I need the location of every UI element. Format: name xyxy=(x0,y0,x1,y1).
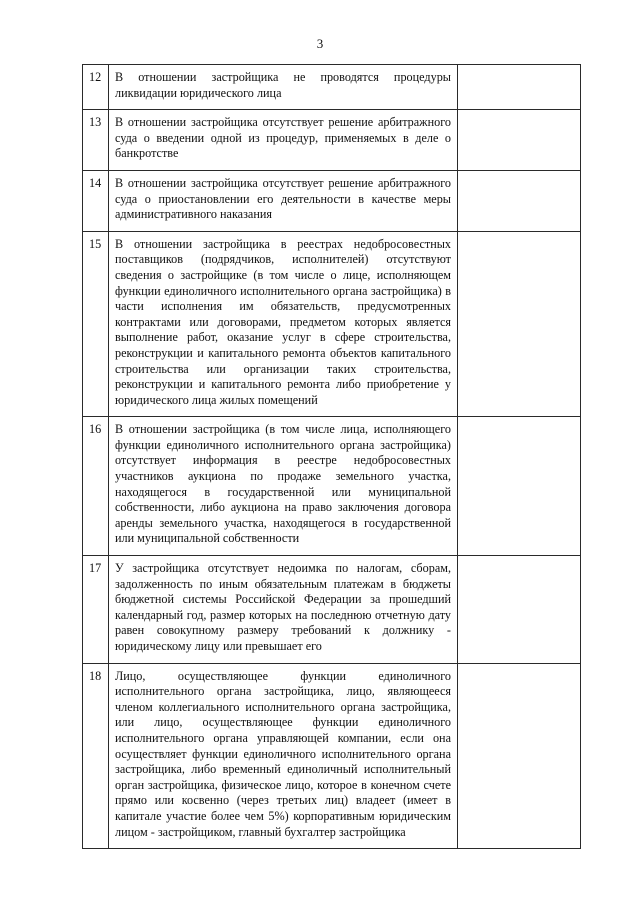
requirement-text: В отношении застройщика (в том числе лица, исполняющего функции единоличного исполнительного органа застройщика) отсутствует информация в реестре недобросовестных участников аукциона по продаже земельного участка, находящегося в государственной или муниципальной собственности, либо аукциона на право заключения договора аренды земельного участка, находящегося в государственной или муниципальной собственности xyxy=(109,417,458,556)
row-number: 18 xyxy=(83,663,109,849)
compliance-cell xyxy=(458,417,581,556)
row-number: 13 xyxy=(83,110,109,171)
table-row xyxy=(83,231,581,417)
requirements-table xyxy=(82,64,581,849)
compliance-cell xyxy=(458,231,581,417)
row-number: 12 xyxy=(83,65,109,110)
requirement-text: В отношении застройщика в реестрах недобросовестных поставщиков (подрядчиков, исполнителей) отсутствуют сведения о застройщике (в том числе о лице, исполняющем функции единоличного исполнительного органа застройщика) в части исполнения им обязательств, предусмотренных контрактами или договорами, предметом которых является выполнение работ, оказание услуг в сфере строительства, реконструкции и капитального ремонта объектов капитального строительства или организации таких строительства, реконструкции и капитального ремонта либо приобретение у юридического лица жилых помещений xyxy=(109,231,458,417)
table-row xyxy=(83,110,581,171)
row-number: 15 xyxy=(83,231,109,417)
compliance-cell xyxy=(458,110,581,171)
row-number: 16 xyxy=(83,417,109,556)
table-row xyxy=(83,417,581,556)
table-row xyxy=(83,663,581,849)
row-number: 14 xyxy=(83,170,109,231)
requirement-text: В отношении застройщика отсутствует решение арбитражного суда о приостановлении его деятельности в качестве меры административного наказания xyxy=(109,170,458,231)
page-number: 3 xyxy=(316,36,324,51)
compliance-cell xyxy=(458,556,581,664)
requirement-text: В отношении застройщика отсутствует решение арбитражного суда о введении одной из процедур, применяемых в деле о банкротстве xyxy=(109,110,458,171)
compliance-cell xyxy=(458,65,581,110)
table-row xyxy=(83,556,581,664)
table-row xyxy=(83,65,581,110)
row-number: 17 xyxy=(83,556,109,664)
requirement-text: У застройщика отсутствует недоимка по налогам, сборам, задолженность по иным обязательным платежам в бюджеты бюджетной системы Российской Федерации за прошедший календарный год, размер которых на последнюю отчетную дату равен совокупному размеру требований к должнику - юридическому лицу или превышает его xyxy=(109,556,458,664)
requirement-text: В отношении застройщика не проводятся процедуры ликвидации юридического лица xyxy=(109,65,458,110)
compliance-cell xyxy=(458,170,581,231)
compliance-cell xyxy=(458,663,581,849)
requirement-text: Лицо, осуществляющее функции единоличного исполнительного органа застройщика, лицо, являющееся членом коллегиального исполнительного органа застройщика, или лицо, осуществляющее функции единоличного исполнительного органа управляющей компании, если она осуществляет функции единоличного исполнительного органа застройщика, либо временный единоличный исполнительный орган застройщика, физическое лицо, которое в конечном счете прямо или косвенно (через третьих лиц) владеет (имеет в капитале участие более чем 5%) корпоративным юридическим лицом - застройщиком, главный бухгалтер застройщика xyxy=(109,663,458,849)
table-row xyxy=(83,170,581,231)
